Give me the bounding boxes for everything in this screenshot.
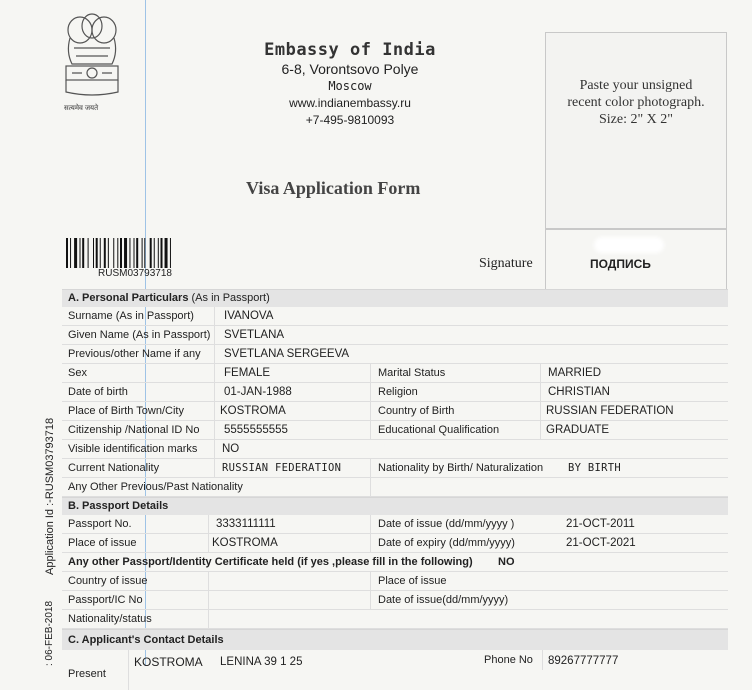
section-c-title: C. Applicant's Contact Details — [68, 634, 224, 646]
date-of-expiry-value: 21-OCT-2021 — [566, 537, 636, 549]
row-surname — [62, 307, 728, 326]
pob-value: KOSTROMA — [220, 405, 286, 417]
section-b-title: B. Passport Details — [68, 500, 169, 512]
place-of-issue-2-label: Place of issue — [378, 575, 447, 587]
place-of-issue-value: KOSTROMA — [212, 537, 278, 549]
previous-name-label: Previous/other Name if any — [68, 348, 201, 360]
embassy-city: Moscow — [328, 79, 372, 93]
passport-ic-label: Passport/IC No — [68, 594, 143, 606]
photo-line-2: recent color photograph. — [567, 95, 705, 110]
sex-label: Sex — [68, 367, 87, 379]
signature-box — [545, 228, 727, 292]
marital-label: Marital Status — [378, 367, 446, 379]
marks-label: Visible identification marks — [68, 443, 198, 455]
date-of-issue-2-label: Date of issue(dd/mm/yyyy) — [378, 594, 509, 606]
embassy-address: 6-8, Vorontsovo Polye — [281, 61, 419, 77]
section-a-subtitle: (As in Passport) — [191, 292, 270, 304]
row-given-name — [62, 326, 728, 345]
education-value: GRADUATE — [546, 424, 610, 436]
pob-label: Place of Birth Town/City — [68, 405, 184, 417]
photo-line-3: Size: 2" X 2" — [598, 112, 674, 127]
sex-value: FEMALE — [224, 367, 271, 379]
row-passport-no — [62, 515, 728, 534]
row-nationality — [62, 459, 728, 478]
row-other-nationality — [62, 478, 728, 497]
section-b-header — [62, 497, 728, 515]
other-passport-label: Any other Passport/Identity Certificate held (if yes ,please fill in the following) — [68, 556, 473, 568]
passport-no-label: Passport No. — [68, 518, 132, 530]
present-street: LENINA 39 1 25 — [220, 656, 303, 668]
nationality-by-birth-value: BY BIRTH — [568, 462, 621, 474]
nationality-label: Current Nationality — [68, 462, 160, 474]
citizenship-value: 5555555555 — [224, 424, 288, 436]
embassy-header — [240, 40, 460, 127]
section-a-header — [62, 289, 728, 307]
religion-value: CHRISTIAN — [548, 386, 610, 398]
row-place-of-birth — [62, 402, 728, 421]
signature-value: ПОДПИСЬ — [590, 257, 651, 271]
phone-label: Phone No — [484, 654, 533, 666]
emblem-motto: सत्यमेव जयते — [64, 105, 99, 112]
given-name-label: Given Name (As in Passport) — [68, 329, 211, 341]
present-city: KOSTROMA — [134, 655, 203, 669]
row-place-of-issue — [62, 534, 728, 553]
signature-redaction — [594, 237, 664, 253]
embassy-website: www.indianembassy.ru — [289, 96, 411, 110]
marks-value: NO — [222, 443, 240, 455]
dob-value: 01-JAN-1988 — [224, 386, 292, 398]
country-of-issue-label: Country of issue — [68, 575, 148, 587]
date-of-issue-label: Date of issue (dd/mm/yyyy ) — [378, 518, 515, 530]
marital-value: MARRIED — [548, 367, 602, 379]
passport-no-value: 3333111111 — [216, 518, 276, 530]
place-of-issue-label: Place of issue — [68, 537, 137, 549]
row-country-of-issue — [62, 572, 728, 591]
surname-value: IVANOVA — [224, 310, 274, 322]
cob-value: RUSSIAN FEDERATION — [546, 405, 674, 417]
phone-value: 89267777777 — [548, 655, 619, 667]
row-sex — [62, 364, 728, 383]
side-date: : 06-FEB-2018 — [44, 600, 55, 666]
section-a-title: A. Personal Particulars — [68, 292, 189, 304]
present-label: Present — [68, 668, 106, 680]
embassy-phone: +7-495-9810093 — [305, 113, 395, 127]
dob-label: Date of birth — [68, 386, 128, 398]
other-passport-value: NO — [498, 556, 515, 568]
photo-placeholder — [545, 32, 727, 230]
date-of-issue-value: 21-OCT-2011 — [566, 518, 635, 530]
date-of-expiry-label: Date of expiry (dd/mm/yyyy) — [378, 537, 515, 549]
row-dob — [62, 383, 728, 402]
signature-label: Signature — [479, 256, 533, 271]
row-previous-name — [62, 345, 728, 364]
row-citizenship — [62, 421, 728, 440]
nationality-by-birth-label: Nationality by Birth/ Naturalization — [378, 462, 544, 474]
barcode-number: RUSM03793718 — [98, 268, 172, 279]
citizenship-label: Citizenship /National ID No — [68, 424, 200, 436]
row-other-passport — [62, 553, 728, 572]
given-name-value: SVETLANA — [224, 329, 285, 341]
nationality-status-label: Nationality/status — [68, 613, 152, 625]
row-passport-ic-no — [62, 591, 728, 610]
other-nationality-label: Any Other Previous/Past Nationality — [68, 481, 243, 493]
photo-line-1: Paste your unsigned — [579, 78, 693, 93]
row-identification-marks — [62, 440, 728, 459]
religion-label: Religion — [378, 386, 418, 398]
cob-label: Country of Birth — [378, 405, 455, 417]
form-title: Visa Application Form — [246, 178, 421, 198]
application-form — [62, 289, 728, 690]
nationality-value: RUSSIAN FEDERATION — [222, 462, 342, 474]
surname-label: Surname (As in Passport) — [68, 310, 194, 322]
education-label: Educational Qualification — [378, 424, 500, 436]
row-present-address — [62, 650, 728, 690]
row-nationality-status — [62, 610, 728, 629]
embassy-title: Embassy of India — [264, 40, 436, 60]
previous-name-value: SVETLANA SERGEEVA — [224, 348, 350, 360]
barcode-icon — [66, 238, 206, 268]
section-c-header — [62, 629, 728, 650]
side-application-id: Application Id :-RUSM03793718 — [44, 417, 56, 575]
